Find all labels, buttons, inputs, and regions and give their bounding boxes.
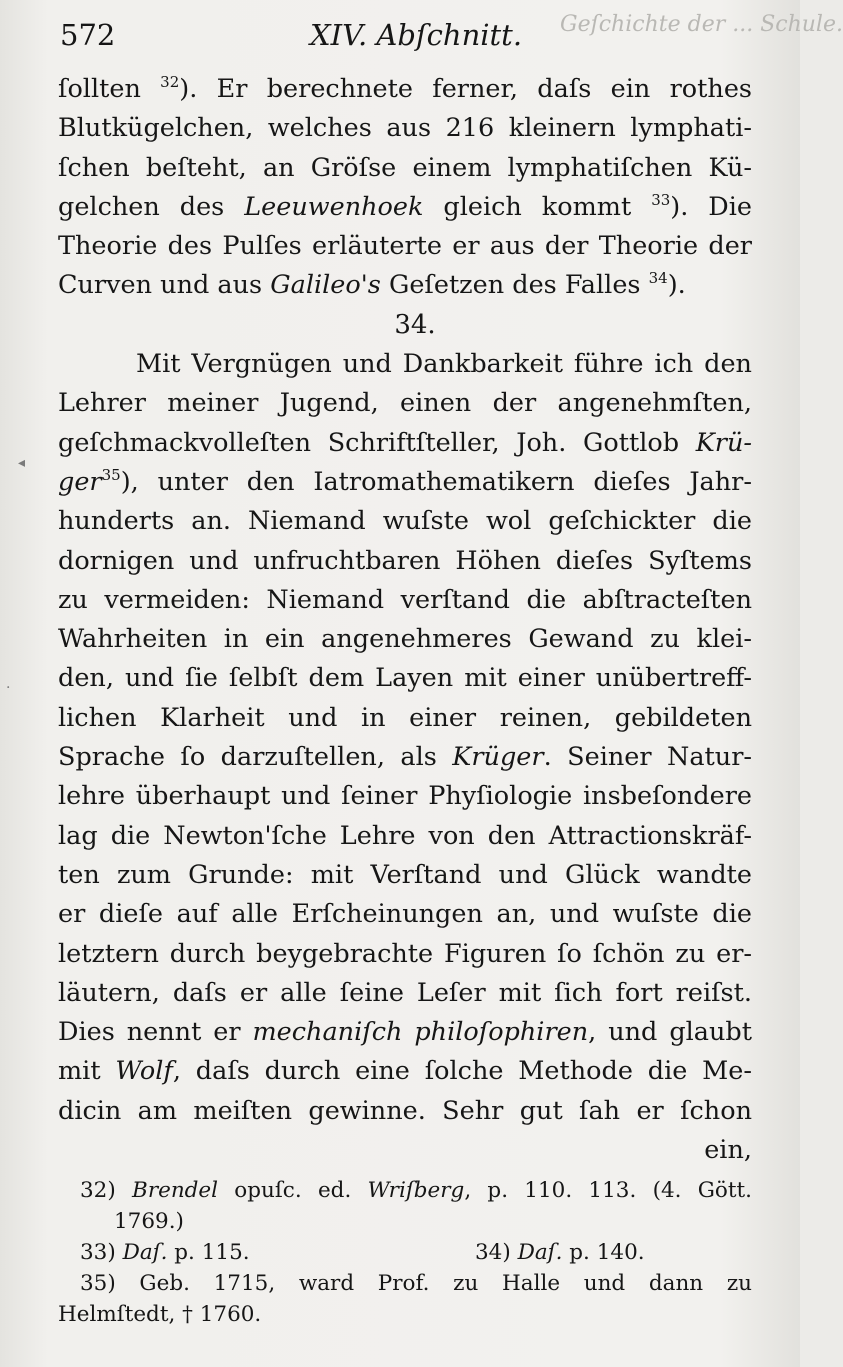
footnote-32: 32) Brendel opuſc. ed. Wriſberg, p. 110. 113. (4. Gött. (80, 1178, 752, 1203)
text-line: er dieſe auf alle Erſcheinungen an, und wuſste die (58, 899, 752, 930)
text-line: Theorie des Pulſes erläuterte er aus der Theorie der (58, 231, 752, 262)
text-line: läutern, daſs er alle ſeine Leſer mit ſich fort reiſst. (58, 977, 752, 1008)
footnote-34: 34) Daſ. p. 140. (475, 1240, 645, 1265)
text-line: lag die Newton'ſche Lehre von den Attractionskräf- (58, 820, 752, 851)
section-number: 34. (394, 309, 436, 340)
text-line: zu vermeiden: Niemand verſtand die abſtracteſten (58, 584, 752, 615)
text-line: Wahrheiten in ein angenehmeres Gewand zu klei- (58, 624, 752, 655)
running-title: XIV. Abſchnitt. (310, 18, 523, 52)
catchword: ein, (704, 1135, 752, 1166)
text-line: mit Wolf, daſs durch eine ſolche Methode die Me- (58, 1056, 752, 1087)
text-line: ſollten $^{32}$). Er berechnete ferner, daſs ein rothes (58, 73, 752, 104)
footnote-33-34 (58, 1237, 752, 1268)
footnote-ref: 35 (101, 465, 121, 484)
text-line: dicin am meiſten gewinne. Sehr gut ſah er ſchon (58, 1095, 752, 1126)
emphasis: mechaniſch philoſophiren (252, 1017, 589, 1048)
text-line: Mit Vergnügen und Dankbarkeit führe ich den (136, 349, 752, 380)
text-line: Curven und aus Galileo's Geſetzen des Falles $^{34}$). (58, 269, 686, 301)
main-text (58, 70, 752, 1170)
text-line: ger$^{35}$), unter den Iatromathematikern dieſes Jahr- (58, 465, 752, 497)
text-line: lichen Klarheit und in einer reinen, gebildeten (58, 702, 752, 733)
person-name: Krüger (452, 742, 544, 773)
text-line: dornigen und unfruchtbaren Höhen dieſes Syſtems (58, 545, 752, 576)
footnotes (58, 1175, 752, 1330)
text-line: geſchmackvolleſten Schriftſteller, Joh. Gottlob Krü- (58, 427, 752, 458)
text-line: ten zum Grunde: mit Verſtand und Glück wandte (58, 859, 752, 890)
text-line: letztern durch beygebrachte Figuren ſo ſchön zu er- (58, 938, 752, 969)
footnote-ref: 32 (160, 73, 180, 91)
person-name: Wolf (115, 1056, 173, 1087)
footnote-32-continued: 1769.) (114, 1209, 184, 1234)
bleed-through-text: Geſchichte der ... Schule. (560, 12, 843, 37)
person-name: Galileo's (270, 270, 381, 301)
margin-mark: · (6, 680, 11, 696)
text-line: lehre überhaupt und ſeiner Phyſiologie insbeſondere (58, 781, 752, 812)
person-name: Krü- (695, 427, 752, 458)
footnote-ref: 34 (648, 269, 668, 288)
footnote-35: 35) Geb. 1715, ward Prof. zu Halle und dann zu (80, 1271, 752, 1296)
text-line: gelchen des Leeuwenhoek gleich kommt $^{33}$). Die (58, 190, 752, 222)
page-number: 572 (60, 18, 116, 52)
footnote-35-continued: Helmſtedt, † 1760. (58, 1302, 262, 1327)
text-line: Lehrer meiner Jugend, einen der angenehmſten, (58, 388, 752, 419)
person-name: Leeuwenhoek (244, 191, 424, 222)
footnote-ref: 33 (651, 190, 671, 209)
person-name: ger (58, 466, 102, 497)
text-line: Dies nennt er mechaniſch philoſophiren, und glaubt (58, 1017, 752, 1048)
margin-mark: ◂ (18, 455, 26, 471)
text-line: hunderts an. Niemand wuſste wol geſchickter die (58, 506, 752, 537)
text-line: ſchen beſteht, an Gröſse einem lymphatiſchen Kü- (58, 152, 752, 183)
text-line: Blutkügelchen, welches aus 216 kleinern lymphati- (58, 113, 752, 144)
footnote-33: 33) Daſ. p. 115. (80, 1240, 250, 1265)
text-line: den, und ſie ſelbſt dem Layen mit einer unübertreff- (58, 663, 752, 694)
text-line: Sprache ſo darzuſtellen, als Krüger. Seiner Natur- (58, 742, 752, 773)
